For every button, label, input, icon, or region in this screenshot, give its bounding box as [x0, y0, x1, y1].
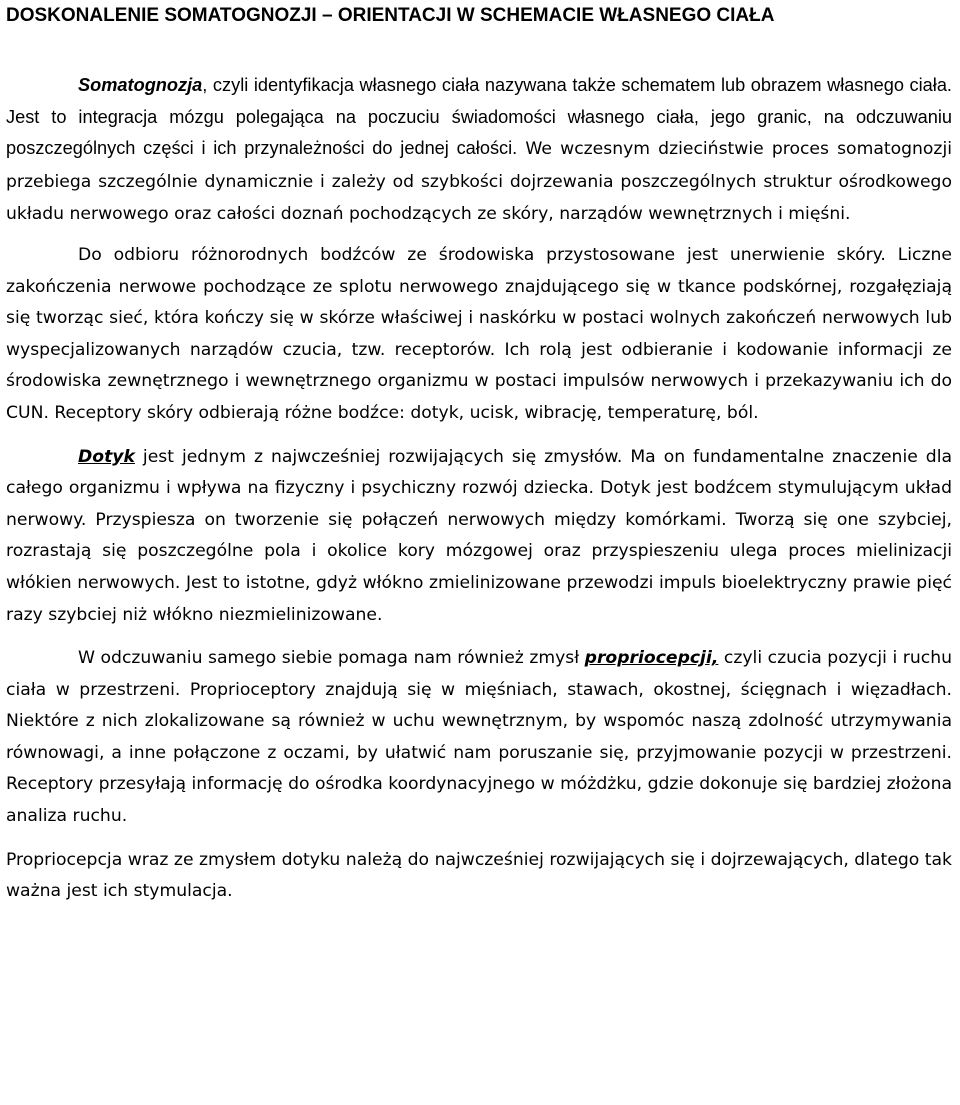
document-title: DOSKONALENIE SOMATOGNOZJI – ORIENTACJI W SCHEMACIE WŁASNEGO CIAŁA	[6, 5, 775, 26]
paragraph-somatognozja	[6, 70, 952, 231]
paragraph-proprioception-text-a: W odczuwaniu samego siebie pomaga nam również zmysł	[78, 648, 585, 669]
paragraph-proprioception-text-b: czyli czucia pozycji i ruchu ciała w przestrzeni. Proprioceptory znajdują się w mięśniach, stawach, okostnej, ścięgnach i więzadłach. Niektóre z nich zlokalizowane są również w uchu wewnętrznym, by wspomóc naszą zdolność utrzymywania równowagi, a inne połączone z oczami, by ułatwić nam poruszanie się, przyjmowanie pozycji w przestrzeni. Receptory przesyłają informację do ośrodka koordynacyjnego w móżdżku, gdzie dokonuje się bardziej złożona analiza ruchu.	[6, 648, 952, 827]
document-page	[6, 0, 952, 908]
paragraph-somatognozja-text-b: We wczesnym dzieciństwie proces somatognozji przebiega szczególnie dynamicznie i zależy od szybkości dojrzewania poszczególnych struktur ośrodkowego układu nerwowego oraz całości doznań pochodzących ze skóry, narządów wewnętrznych i mięśni.	[6, 139, 952, 225]
term-dotyk: Dotyk	[78, 446, 135, 467]
paragraph-somatognozja-text-a: , czyli identyfikacja własnego ciała nazywana także schematem lub obrazem własnego ciała. Jest to integracja mózgu polegająca na poczuciu świadomości własnego ciała, jego granic, na odczuwaniu poszczególnych części i ich przynależności do jednej całości.	[6, 75, 952, 159]
paragraph-stimulation: Propriocepcja wraz ze zmysłem dotyku należą do najwcześniej rozwijających się i dojrzewających, dlatego tak ważna jest ich stymulacja.	[6, 849, 952, 902]
paragraph-skin-innervation: Do odbioru różnorodnych bodźców ze środowiska przystosowane jest unerwienie skóry. Liczne zakończenia nerwowe pochodzące ze splotu nerwowego znajdującego się w tkance podskórnej, rozgałęziają się tworząc sieć, która kończy się w skórze właściwej i naskórku w postaci wolnych zakończeń nerwowych lub wyspecjalizowanych narządów czucia, tzw. receptorów. Ich rolą jest odbieranie i kodowanie informacji ze środowiska zewnętrznego i wewnętrznego organizmu w postaci impulsów nerwowych i przekazywaniu ich do CUN. Receptory skóry odbierają różne bodźce: dotyk, ucisk, wibrację, temperaturę, ból.	[6, 244, 952, 423]
paragraph-touch-text: jest jednym z najwcześniej rozwijających się zmysłów. Ma on fundamentalne znaczenie dla całego organizmu i wpływa na fizyczny i psychiczny rozwój dziecka. Dotyk jest bodźcem stymulującym układ nerwowy. Przyspiesza on tworzenie się połączeń nerwowych między komórkami. Tworzą się one szybciej, rozrastają się poszczególne pola i okolice kory mózgowej oraz przyspieszeniu ulega proces mielinizacji włókien nerwowych. Jest to istotne, gdyż włókno zmielinizowane przewodzi impuls bioelektryczny prawie pięć razy szybciej niż włókno niezmielinizowane.	[6, 446, 952, 625]
term-somatognozja: Somatognozja	[78, 75, 203, 95]
term-propriocepcja: propriocepcji,	[584, 648, 719, 669]
paragraph-proprioception	[6, 643, 952, 833]
paragraph-touch	[6, 442, 952, 632]
